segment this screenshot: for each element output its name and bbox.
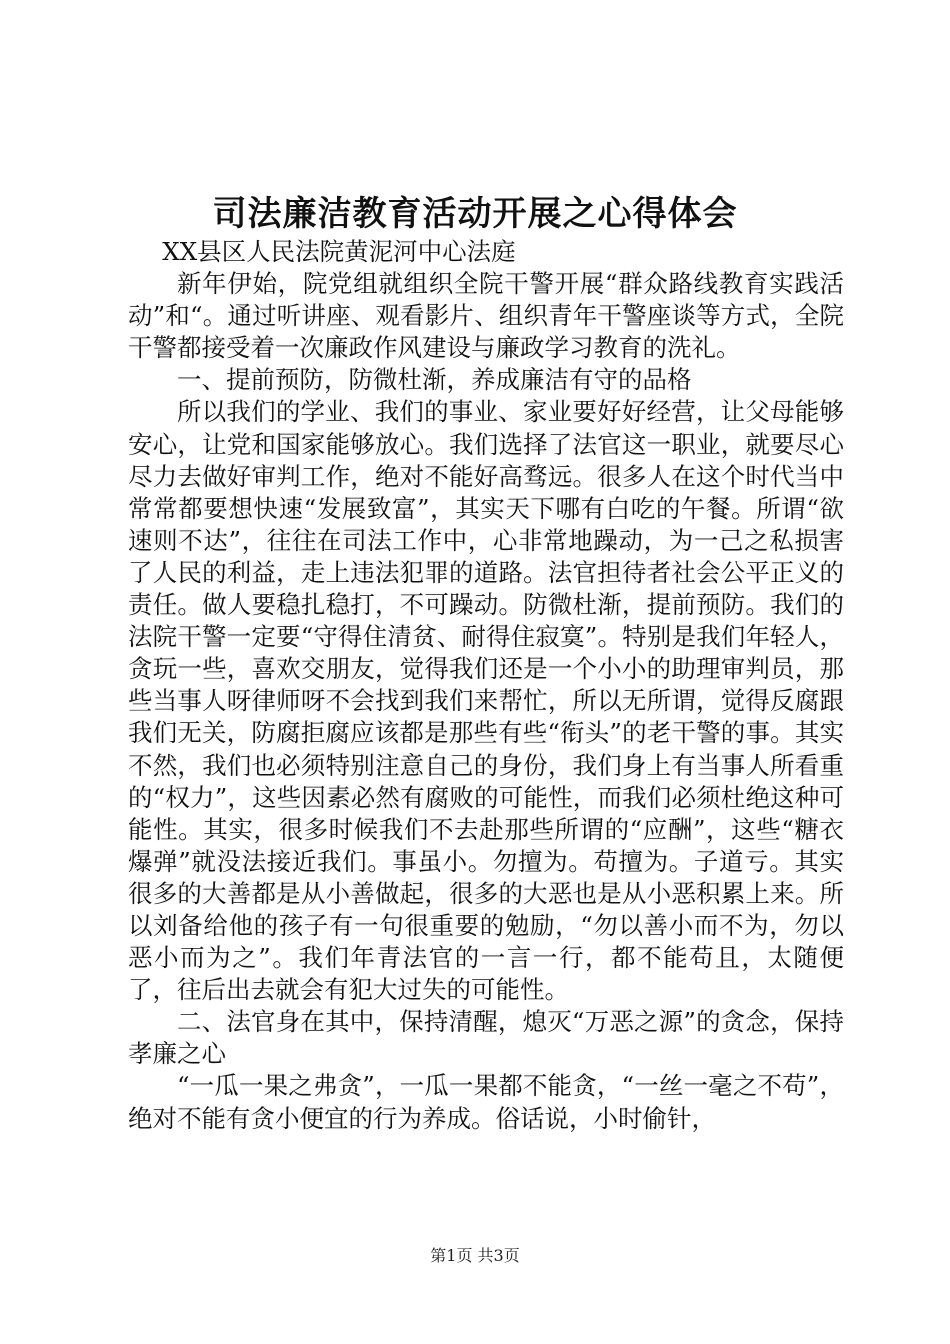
document-body <box>128 236 844 1135</box>
paragraph-section-1: 所以我们的学业、我们的事业、家业要好好经营，让父母能够安心，让党和国家能够放心。我们选择了法官这一职业，就要尽心尽力去做好审判工作，绝对不能好高骛远。很多人在这个时代当中常常都要想快速“发展致富”，其实天下哪有白吃的午餐。所谓“欲速则不达”，往往在司法工作中，心非常地躁动，为一己之私损害了人民的利益，走上违法犯罪的道路。法官担待者社会公平正义的责任。做人要稳扎稳打，不可躁动。防微杜渐，提前预防。我们的法院干警一定要“守得住清贫、耐得住寂寞”。特别是我们年轻人，贪玩一些，喜欢交朋友，觉得我们还是一个小小的助理审判员，那些当事人呀律师呀不会找到我们来帮忙，所以无所谓，觉得反腐跟我们无关，防腐拒腐应该都是那些有些“衔头”的老干警的事。其实不然，我们也必须特别注意自己的身份，我们身上有当事人所看重的“权力”，这些因素必然有腐败的可能性，而我们必须杜绝这种可能性。其实，很多时候我们不去赴那些所谓的“应酬”，这些“糖衣爆弹”就没法接近我们。事虽小。勿擅为。苟擅为。子道亏。其实很多的大善都是从小善做起，很多的大恶也是从小恶积累上来。所以刘备给他的孩子有一句很重要的勉励，“勿以善小而不为，勿以恶小而为之”。我们年青法官的一言一行，都不能苟且，太随便了，往后出去就会有犯大过失的可能性。 <box>128 397 844 1005</box>
paragraph-section-2: “一瓜一果之弗贪”，一瓜一果都不能贪，“一丝一毫之不苟”，绝对不能有贪小便宜的行为养成。俗话说，小时偷针， <box>128 1071 844 1133</box>
paragraph-intro: 新年伊始，院党组就组织全院干警开展“群众路线教育实践活动”和“。通过听讲座、观看影片、组织青年干警座谈等方式，全院干警都接受着一次廉政作风建设与廉政学习教育的洗礼。 <box>128 269 844 363</box>
section-heading-1: 一、提前预防，防微杜渐，养成廉洁有守的品格 <box>177 365 692 395</box>
byline: XX县区人民法院黄泥河中心法庭 <box>162 237 516 266</box>
section-heading-2: 二、法官身在其中，保持清醒，熄灭“万恶之源”的贪念，保持孝廉之心 <box>128 1007 844 1069</box>
document-title: 司法廉洁教育活动开展之心得体会 <box>212 194 738 234</box>
page-number: 第1页 共3页 <box>430 1246 520 1265</box>
